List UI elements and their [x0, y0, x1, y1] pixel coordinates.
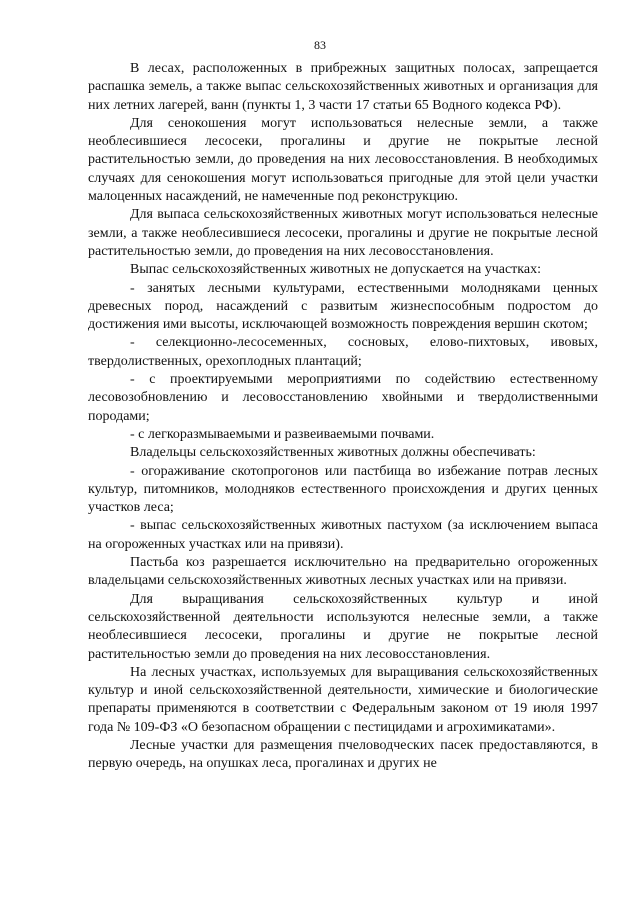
page-number: 83 [314, 38, 326, 52]
list-item: - селекционно-лесосеменных, сосновых, елово-пихтовых, ивовых, твердолиственных, орехоплодных плантаций; [88, 335, 598, 369]
paragraph: Для выращивания сельскохозяйственных культур и иной сельскохозяйственной деятельности используются нелесные земли, а также необлесившиеся лесосеки, прогалины и другие не покрытые лесной растительностью земли до проведения на них лесовосстановления. [88, 591, 598, 662]
list-item: - занятых лесными культурами, естественными молодняками ценных древесных пород, насаждений с развитым жизнеспособным подростом до достижения ими высоты, исключающей возможность повреждения вершин скотом; [88, 280, 598, 333]
paragraph: Для сенокошения могут использоваться нелесные земли, а также необлесившиеся лесосеки, прогалины и другие не покрытые лесной растительностью земли, до проведения на них лесовосстановления. В необходимых случаях для сенокошения могут использоваться пригодные для этой цели участки малоценных насаждений, не намеченные под реконструкцию. [88, 115, 598, 205]
list-item: - с проектируемыми мероприятиями по содействию естественному лесовозобновлению и лесовосстановлению хвойными и твердолиственными породами; [88, 372, 598, 424]
paragraph: Выпас сельскохозяйственных животных не допускается на участках: [130, 262, 541, 278]
document-body [88, 60, 598, 774]
paragraph: На лесных участках, используемых для выращивания сельскохозяйственных культур и иной сельскохозяйственной деятельности, химические и биологические препараты применяются в соответствии с Федеральным законом от 19 июля 1997 года № 109-ФЗ «О безопасном обращении с пестицидами и агрохимикатами». [88, 664, 598, 735]
list-item: - с легкоразмываемыми и развеиваемыми почвами. [130, 426, 435, 442]
paragraph: Для выпаса сельскохозяйственных животных могут использоваться нелесные земли, а также необлесившиеся лесосеки, прогалины и другие не покрытые лесной растительностью земли, до проведения на них лесовосстановления. [88, 207, 598, 259]
paragraph: В лесах, расположенных в прибрежных защитных полосах, запрещается распашка земель, а также выпас сельскохозяйственных животных и организация для них летних лагерей, ванн (пункты 1, 3 части 17 статьи 65 Водного кодекса РФ). [88, 61, 598, 113]
list-item: - выпас сельскохозяйственных животных пастухом (за исключением выпаса на огороженных участках или на привязи). [88, 518, 598, 552]
list-item: - огораживание скотопрогонов или пастбища во избежание потрав лесных культур, питомников, молодняков естественного происхождения и других ценных участков леса; [88, 463, 598, 516]
paragraph: Лесные участки для размещения пчеловодческих пасек предоставляются, в первую очередь, на опушках леса, прогалинах и других не [88, 737, 598, 772]
paragraph: Пастьба коз разрешается исключительно на предварительно огороженных владельцами сельскохозяйственных животных лесных участках или на привязи. [88, 555, 598, 589]
paragraph: Владельцы сельскохозяйственных животных должны обеспечивать: [130, 445, 536, 461]
